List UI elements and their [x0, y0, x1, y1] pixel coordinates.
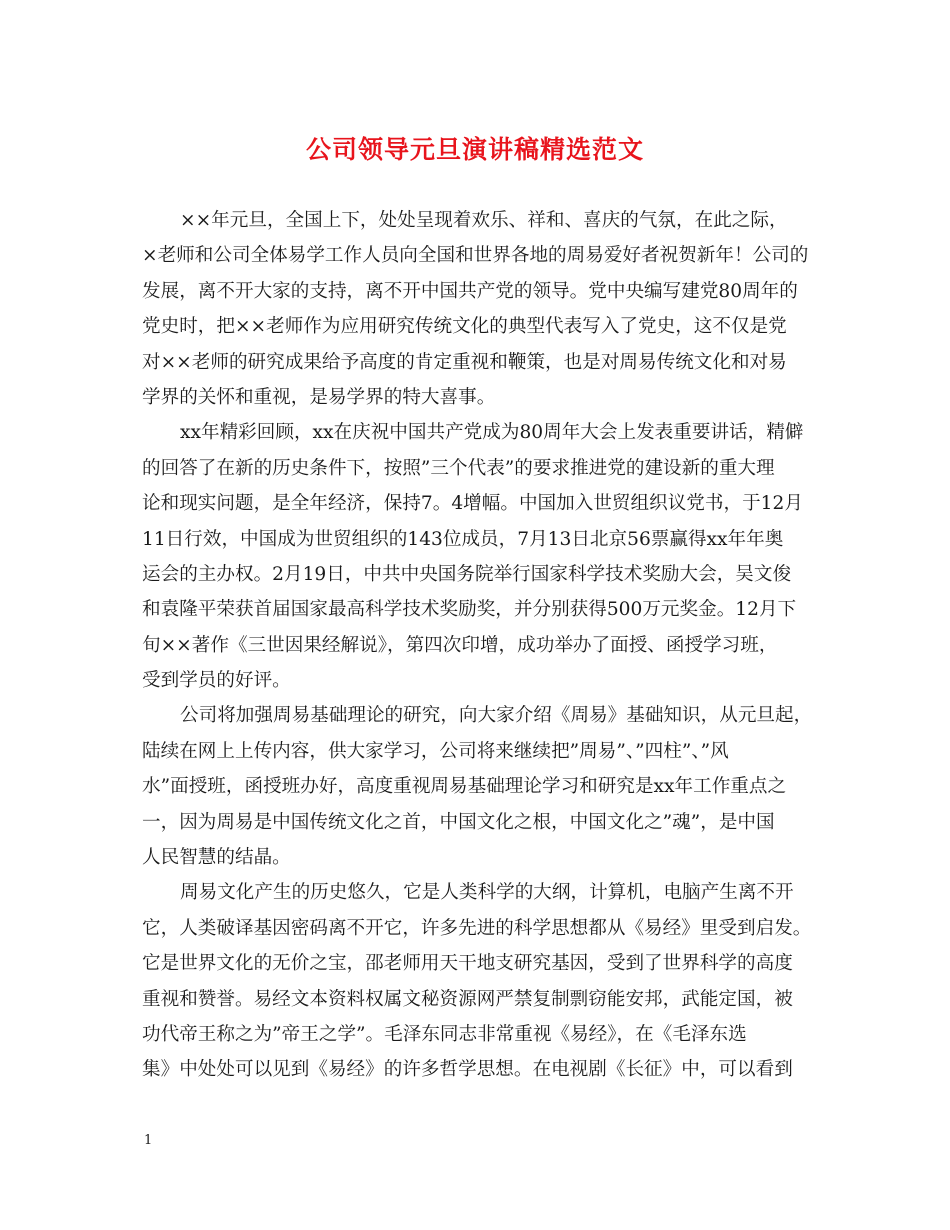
paragraph-line: 旬××著作《三世因果经解说》，第四次印增，成功举办了面授、函授学习班，	[142, 634, 778, 656]
paragraph-line: 周易文化产生的历史悠久，它是人类科学的大纲，计算机，电脑产生离不开	[180, 882, 794, 904]
paragraph-line: 学界的关怀和重视，是易学界的特大喜事。	[142, 386, 496, 408]
paragraph-line: 集》中处处可以见到《易经》的许多哲学思想。在电视剧《长征》中，可以看到	[142, 1059, 793, 1081]
paragraph-line: 论和现实问题，是全年经济，保持7。4增幅。中国加入世贸组织议党书，于12月	[142, 493, 803, 515]
paragraph-line: 运会的主办权。2月19日，中共中央国务院举行国家科学技术奖励大会，吴文俊	[142, 563, 792, 585]
paragraph-line: ××年元旦，全国上下，处处呈现着欢乐、祥和、喜庆的气氛，在此之际，	[180, 210, 788, 231]
paragraph-line: 一，因为周易是中国传统文化之首，中国文化之根，中国文化之”魂”，是中国	[142, 811, 775, 833]
paragraph-line: 发展，离不开大家的支持，离不开中国共产党的领导。党中央编写建党80周年的	[142, 280, 798, 302]
paragraph-line: 党史时，把××老师作为应用研究传统文化的典型代表写入了党史，这不仅是党	[142, 316, 787, 338]
paragraph-line: 公司将加强周易基础理论的研究，向大家介绍《周易》基础知识，从元旦起，	[180, 705, 813, 727]
paragraph-line: 和袁隆平荣获首届国家最高科学技术奖励奖，并分别获得500万元奖金。12月下	[142, 599, 797, 621]
paragraph-line: 11日行效，中国成为世贸组织的143位成员，7月13日北京56票赢得xx年年奥	[142, 528, 784, 550]
paragraph-line: 对××老师的研究成果给予高度的肯定重视和鞭策，也是对周易传统文化和对易	[142, 351, 787, 373]
paragraph-line: xx年精彩回顾，xx在庆祝中国共产党成为80周年大会上发表重要讲话，精僻	[180, 422, 804, 444]
paragraph-line: 功代帝王称之为”帝王之学”。毛泽东同志非常重视《易经》，在《毛泽东选	[142, 1023, 747, 1045]
paragraph-line: 它，人类破译基因密码离不开它，许多先进的科学思想都从《易经》里受到启发。	[142, 917, 812, 939]
paragraph-line: 人民智慧的结晶。	[142, 847, 291, 869]
paragraph-line: 的回答了在新的历史条件下，按照”三个代表”的要求推进党的建设新的重大理	[142, 457, 775, 479]
document-body	[142, 203, 822, 1088]
document-title: 公司领导元旦演讲稿精选范文	[305, 135, 644, 164]
paragraph-line: 重视和赞誉。易经文本资料权属文秘资源网严禁复制剽窃能安邦，武能定国，被	[142, 988, 793, 1010]
paragraph-line: 它是世界文化的无价之宝，邵老师用天干地支研究基因，受到了世界科学的高度	[142, 953, 793, 975]
paragraph-line: 受到学员的好评。	[142, 670, 291, 692]
paragraph-line: 水”面授班，函授班办好，高度重视周易基础理论学习和研究是xx年工作重点之	[142, 776, 787, 798]
paragraph-line: 陆续在网上上传内容，供大家学习，公司将来继续把”周易”、”四柱”、”风	[142, 740, 729, 762]
paragraph-line: ×老师和公司全体易学工作人员向全国和世界各地的周易爱好者祝贺新年！公司的	[142, 245, 809, 267]
page-number: 1	[144, 1133, 153, 1148]
